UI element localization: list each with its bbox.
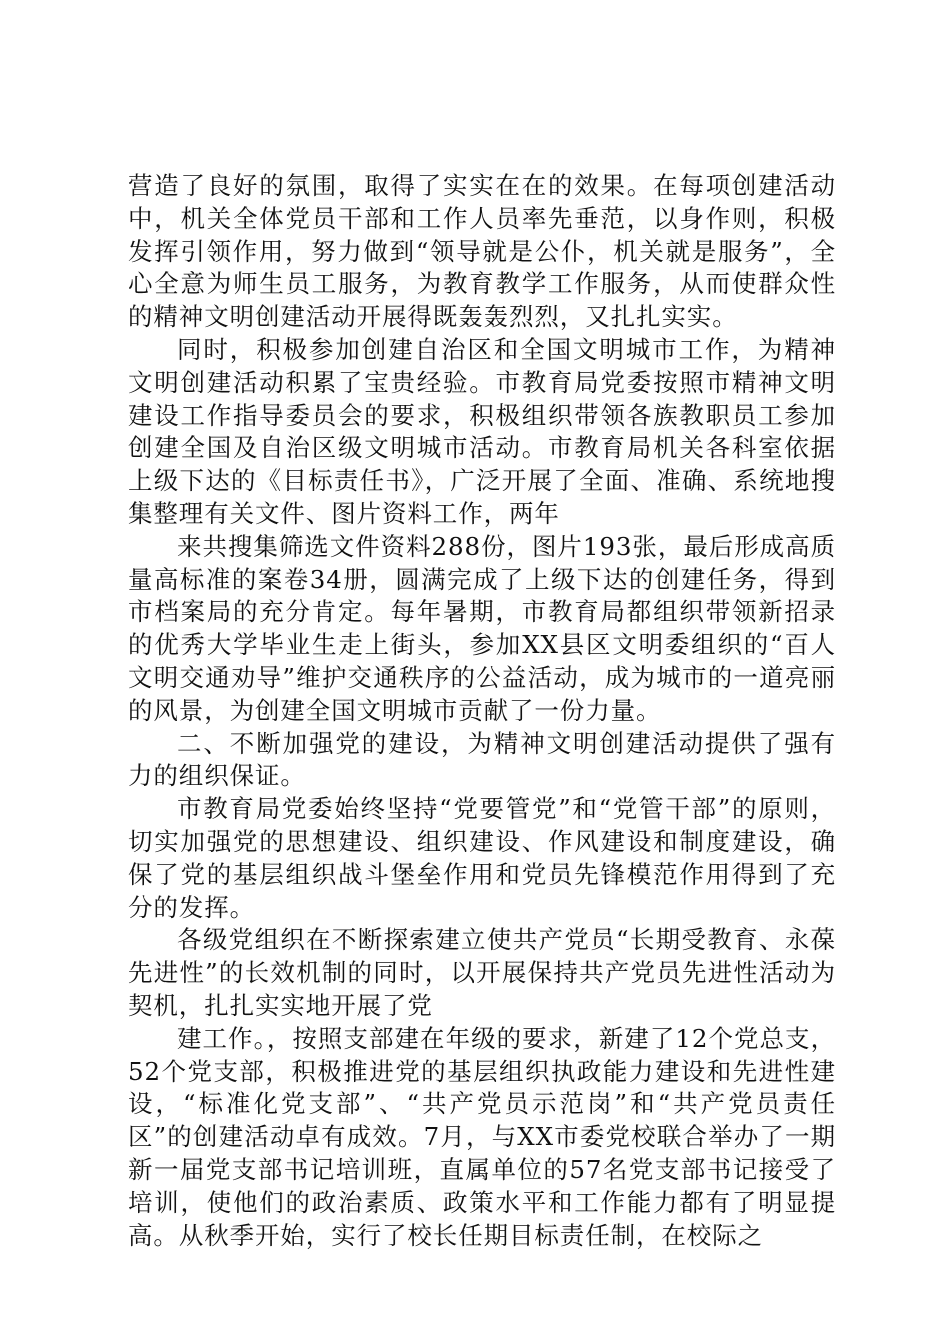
paragraph-3: 来共搜集筛选文件资料288份，图片193张，最后形成高质量高标准的案卷34册，圆满完成了上级下达的创建任务，得到市档案局的充分肯定。每年暑期，市教育局都组织带领新招录的优秀大学毕业生走上街头，参加XX县区文明委组织的“百人文明交通劝导”维护交通秩序的公益活动，成为城市的一道亮丽的风景，为创建全国文明城市贡献了一份力量。 — [128, 531, 836, 725]
paragraph-2: 同时，积极参加创建自治区和全国文明城市工作，为精神文明创建活动积累了宝贵经验。市教育局党委按照市精神文明建设工作指导委员会的要求，积极组织带领各族教职员工参加创建全国及自治区级文明城市活动。市教育局机关各科室依据上级下达的《目标责任书》，广泛开展了全面、准确、系统地搜集整理有关文件、图片资料工作，两年 — [128, 334, 836, 528]
paragraph-4: 市教育局党委始终坚持“党要管党”和“党管干部”的原则，切实加强党的思想建设、组织建设、作风建设和制度建设，确保了党的基层组织战斗堡垒作用和党员先锋模范作用得到了充分的发挥。 — [128, 794, 836, 922]
paragraph-1: 营造了良好的氛围，取得了实实在在的效果。在每项创建活动中，机关全体党员干部和工作人员率先垂范，以身作则，积极发挥引领作用，努力做到“领导就是公仆，机关就是服务”，全心全意为师生员工服务，为教育教学工作服务，从而使群众性的精神文明创建活动开展得既轰轰烈烈，又扎扎实实。 — [128, 171, 836, 332]
body-text — [128, 170, 836, 1252]
paragraph-5: 各级党组织在不断探索建立使共产党员“长期受教育、永葆先进性”的长效机制的同时，以开展保持共产党员先进性活动为契机，扎扎实实地开展了党 — [128, 925, 836, 1020]
paragraph-6: 建工作。，按照支部建在年级的要求，新建了12个党总支，52个党支部，积极推进党的基层组织执政能力建设和先进性建设，“标准化党支部”、“共产党员示范岗”和“共产党员责任区”的创建活动卓有成效。7月，与XX市委党校联合举办了一期新一届党支部书记培训班，直属单位的57名党支部书记接受了培训，使他们的政治素质、政策水平和工作能力都有了明显提高。从秋季开始，实行了校长任期目标责任制，在校际之 — [128, 1023, 836, 1250]
section-heading: 二、不断加强党的建设，为精神文明创建活动提供了强有力的组织保证。 — [128, 728, 836, 791]
